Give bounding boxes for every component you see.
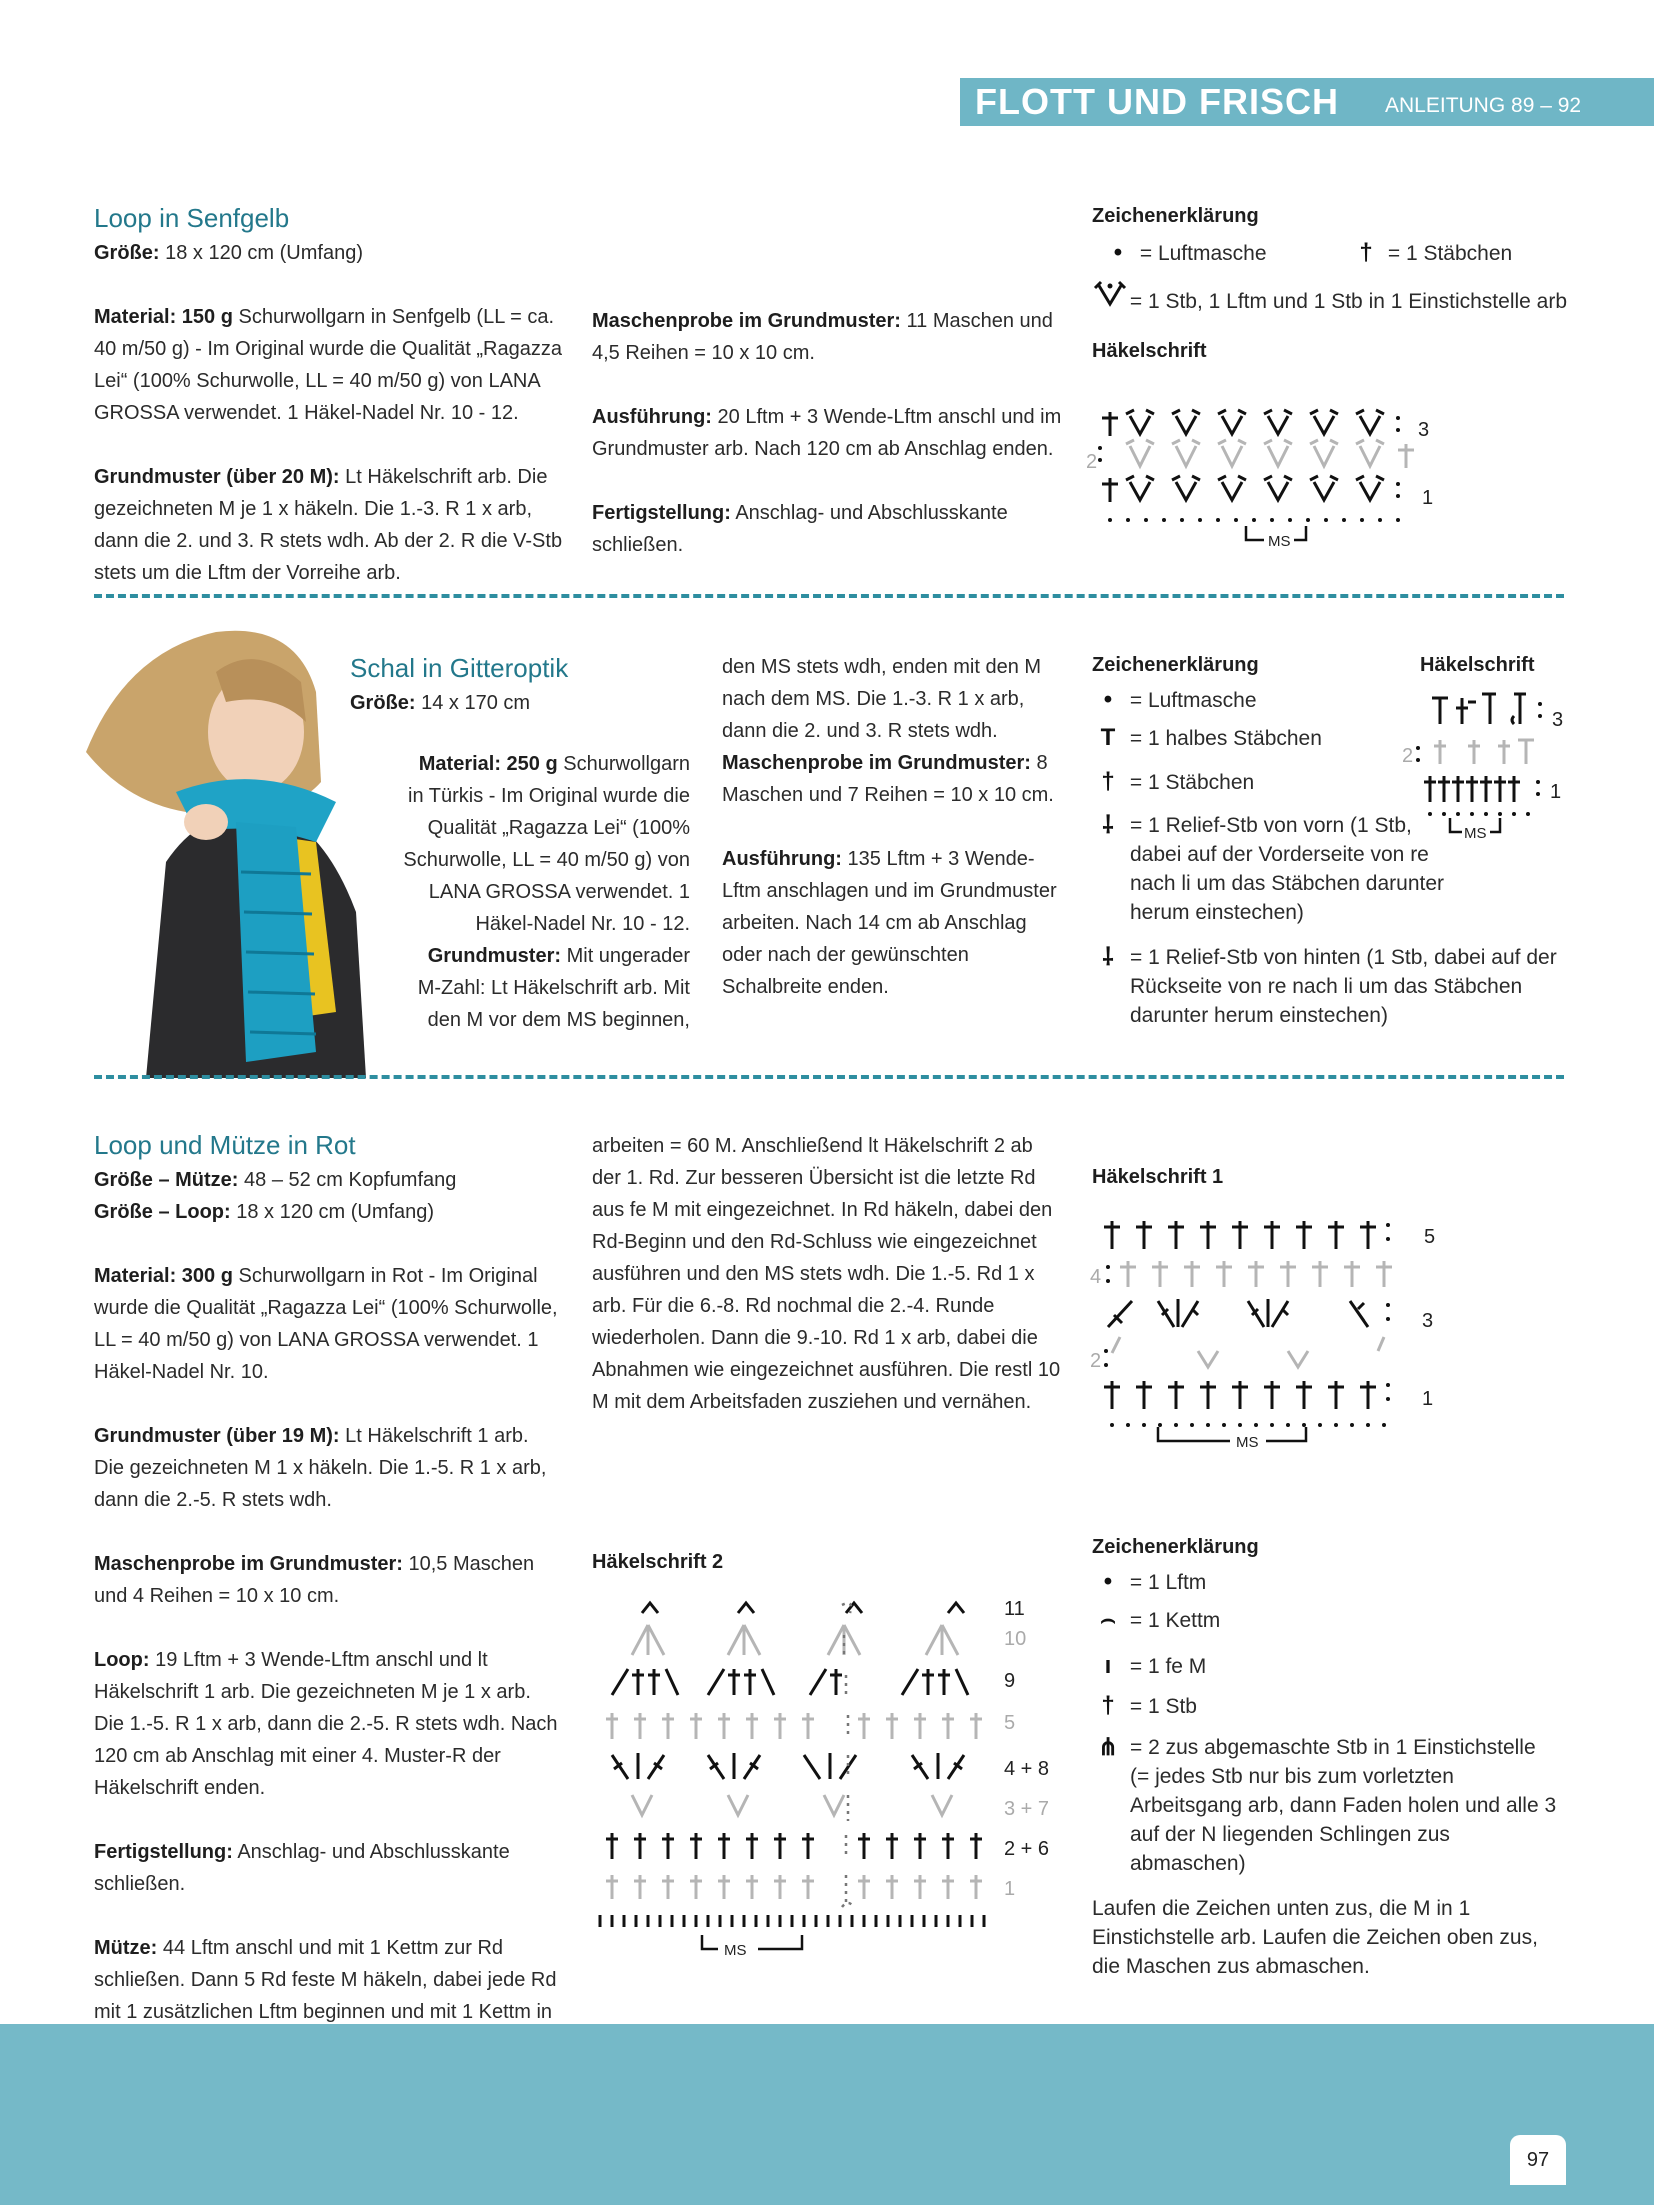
pattern-text-cont: den MS stets wdh, enden mit den M nach dem MS. Die 1.-3. R 1 x arb, dann die 2. und 3. R stets wdh.: [722, 656, 1042, 742]
chart-row-3: [1432, 694, 1526, 724]
row-number: 2 + 6: [1004, 1838, 1050, 1860]
row-number: 4 + 8: [1004, 1758, 1050, 1780]
slip-stitch-icon: ⌢: [1100, 1606, 1116, 1633]
row-number: 3: [1418, 419, 1430, 441]
row-number: 1: [1422, 1388, 1434, 1410]
chain-stitch-icon: •: [1113, 239, 1123, 266]
section2-head: [350, 651, 568, 719]
legend-text: = Luftmasche: [1139, 242, 1267, 265]
row-number: 3: [1422, 1310, 1434, 1332]
chart1-row-5: [1104, 1221, 1376, 1249]
section2-chart-title: Häkelschrift: [1420, 654, 1535, 676]
section1-col1: [94, 201, 564, 589]
double-crochet-icon: †: [1101, 1692, 1115, 1719]
page-number: 97: [1526, 2149, 1550, 2171]
exec-text: 20 Lftm + 3 Wende-Lftm anschl und im Grundmuster arb. Nach 120 cm ab Anschlag enden.: [592, 406, 1062, 460]
pattern-text: Mit ungerader M-Zahl: Lt Häkelschrift arb. Mit den M vor dem MS beginnen,: [417, 945, 690, 1031]
section1-chart: [1088, 400, 1448, 555]
row-number: 5: [1424, 1226, 1436, 1248]
chart-title: Häkelschrift: [1092, 340, 1207, 362]
chart-row-3: [1102, 410, 1384, 436]
row-number: 1: [1004, 1878, 1016, 1900]
material-label: Material: 150 g: [94, 306, 233, 328]
row-number: 3: [1552, 709, 1564, 731]
chart-note: Laufen die Zeichen unten zus, die M in 1 Einstichstelle arb. Laufen die Zeichen oben zus, die Maschen zus abmaschen.: [1092, 1897, 1538, 1978]
legend-text: = 1 fe M: [1129, 1655, 1207, 1678]
footer-band: [0, 2024, 1654, 2205]
size-label: Größe – Mütze:: [94, 1169, 239, 1191]
size-label: Größe – Loop:: [94, 1201, 231, 1223]
legend-text: = 1 Stb, 1 Lftm und 1 Stb in 1 Einstichstelle arb: [1129, 290, 1568, 313]
chart2-row-9: [612, 1669, 968, 1695]
chart1-row-3: [1108, 1299, 1368, 1327]
section3-legend: [1092, 1536, 1572, 1981]
section1-col2: [592, 305, 1062, 593]
legend-title: Zeichenerklärung: [1092, 205, 1259, 227]
gauge-text: 10,5 Maschen und 4 Reihen = 10 x 10 cm.: [94, 1553, 535, 1607]
header-title: FLOTT UND FRISCH: [975, 81, 1339, 122]
chart-row-2: [1434, 740, 1534, 764]
section3-col1: [94, 1128, 564, 2092]
double-crochet-icon: †: [1101, 768, 1115, 795]
section3-chart2: [592, 1595, 1092, 1965]
size-value: 48 – 52 cm Kopfumfang: [244, 1169, 457, 1191]
legend-text: = 1 Stb: [1129, 1695, 1197, 1718]
loop-text: 19 Lftm + 3 Wende-Lftm anschl und lt Häkelschrift 1 arb. Die gezeichneten M je 1 x arb. Die 1.-5. R 1 x arb, dann die 2.-5. R stets wdh. Nach 120 cm ab Anschlag mit einer 4. Muster-R der Häkelschrift enden.: [94, 1649, 558, 1799]
double-crochet-icon: †: [1359, 239, 1373, 266]
legend-text: = 1 halbes Stäbchen: [1129, 727, 1322, 750]
size-label: Größe:: [94, 242, 160, 264]
chart2-title: Häkelschrift 2: [592, 1551, 724, 1573]
chain-stitch-icon: •: [1103, 1568, 1113, 1595]
section2-chart: [1402, 690, 1580, 850]
chart1-row-4: [1120, 1261, 1392, 1287]
pattern-label: Grundmuster (über 20 M):: [94, 466, 340, 488]
row-number: 3 + 7: [1004, 1798, 1050, 1820]
section-divider: [94, 594, 1564, 598]
chart-ms-label: MS: [1268, 533, 1291, 550]
row-number: 11: [1004, 1598, 1025, 1620]
chart2-row-1: [606, 1875, 982, 1899]
legend-text: = 1 Stäbchen: [1387, 242, 1513, 265]
gauge-label: Maschenprobe im Grundmuster:: [592, 310, 901, 332]
chart-ms-label: MS: [1464, 825, 1487, 842]
chart2-row-10: [632, 1625, 958, 1655]
legend-title: Zeichenerklärung: [1092, 654, 1259, 676]
page-number-box: [1510, 2135, 1566, 2185]
size-label: Größe:: [350, 692, 416, 714]
row-number: 1: [1550, 781, 1562, 803]
section2-col2: [722, 651, 1062, 1035]
material-label: Material: 300 g: [94, 1265, 233, 1287]
v-stitch-icon: [1092, 280, 1124, 315]
cluster-icon: ⋔: [1097, 1734, 1119, 1761]
row-number: 9: [1004, 1670, 1016, 1692]
legend-text: = 1 Kettm: [1129, 1609, 1221, 1632]
legend-text: = 1 Relief-Stb von vorn (1 Stb, dabei auf der Vorderseite von re nach li um das Stäbchen darunter herum einstechen): [1130, 814, 1445, 924]
size-value: 18 x 120 cm (Umfang): [236, 1201, 435, 1223]
single-crochet-icon: ı: [1104, 1652, 1112, 1679]
size-value: 18 x 120 cm (Umfang): [165, 242, 363, 264]
header-bar: [960, 78, 1654, 126]
exec-label: Ausführung:: [592, 406, 712, 428]
pattern-label: Grundmuster (über 19 M):: [94, 1425, 340, 1447]
material-label: Material: 250 g: [418, 753, 558, 775]
section2-title: Schal in Gitteroptik: [350, 653, 569, 683]
section1-legend: [1092, 205, 1612, 363]
row-number: 10: [1004, 1628, 1027, 1650]
chart-row-1: [1102, 476, 1384, 502]
gauge-label: Maschenprobe im Grundmuster:: [722, 752, 1031, 774]
chart2-row-5: [606, 1713, 982, 1739]
half-double-crochet-icon: T: [1100, 724, 1116, 751]
row-number: 2: [1086, 451, 1098, 473]
finish-text: Anschlag- und Abschlusskante schließen.: [94, 1841, 510, 1895]
loop-label: Loop:: [94, 1649, 150, 1671]
chart-ms-label: MS: [1236, 1434, 1259, 1451]
section2-col1: [400, 748, 690, 1036]
chart1-row-2: [1112, 1337, 1384, 1367]
row-number: 1: [1422, 487, 1434, 509]
header-subtitle: ANLEITUNG 89 – 92: [1385, 94, 1582, 117]
pattern-text: Lt Häkelschrift 1 arb. Die gezeichneten M 1 x häkeln. Die 1.-5. R 1 x arb, dann die 2.-5. R stets wdh.: [94, 1425, 547, 1511]
legend-text: = 1 Lftm: [1129, 1571, 1207, 1594]
chart-row-1: [1424, 776, 1520, 802]
legend-text: = 1 Stäbchen: [1129, 771, 1255, 794]
legend-text: = Luftmasche: [1129, 689, 1257, 712]
row-number: 2: [1090, 1350, 1102, 1372]
exec-label: Ausführung:: [722, 848, 842, 870]
material-text: Schurwollgarn in Türkis - Im Original wurde die Qualität „Ragazza Lei“ (100% Schurwolle, LL = 40 m/50 g) von LANA GROSSA verwendet. 1 Häkel-Nadel Nr. 10 - 12.: [403, 753, 690, 935]
gauge-text: 8 Maschen und 7 Reihen = 10 x 10 cm.: [722, 752, 1054, 806]
row-number: 5: [1004, 1712, 1016, 1734]
chart2-row-sc: [600, 1915, 984, 1927]
material-text: Schurwollgarn in Senfgelb (LL = ca. 40 m/50 g) - Im Original wurde die Qualität „Ragazza Lei“ (100% Schurwolle, LL = 40 m/50 g) von LANA GROSSA verwendet. 1 Häkel-Nadel Nr. 10 - 12.: [94, 306, 562, 424]
pattern-text: Lt Häkelschrift arb. Die gezeichneten M je 1 x häkeln. Die 1.-3. R 1 x arb, dann die 2. und 3. R stets wdh. Ab der 2. R die V-Stb stets um die Lftm der Vorreihe arb.: [94, 466, 563, 584]
finish-label: Fertigstellung:: [94, 1841, 233, 1863]
legend-title: Zeichenerklärung: [1092, 1536, 1259, 1558]
chart2-row-11: [642, 1603, 964, 1613]
chart2-row-37: [632, 1795, 952, 1815]
section3-chart1: [1088, 1205, 1458, 1455]
chain-stitch-icon: •: [1103, 686, 1113, 713]
gauge-text: 11 Maschen und 4,5 Reihen = 10 x 10 cm.: [592, 310, 1053, 364]
section3-col2: [592, 1130, 1062, 1418]
chart-row-2: [1126, 440, 1414, 468]
finish-text: Anschlag- und Abschlusskante schließen.: [592, 502, 1008, 556]
legend-text: = 2 zus abgemaschte Stb in 1 Einstichstelle (= jedes Stb nur bis zum vorletzten Arbeitsgang arb, dann Faden holen und alle 3 auf der N liegenden Schlingen zus abmaschen): [1130, 1736, 1557, 1875]
front-post-icon: ⸸: [1102, 812, 1114, 839]
back-post-icon: ⸸: [1102, 944, 1114, 971]
exec-text: 135 Lftm + 3 Wende-Lftm anschlagen und im Grundmuster arbeiten. Nach 14 cm ab Anschlag oder nach der gewünschten Schalbreite enden.: [722, 848, 1057, 998]
legend-text: = 1 Relief-Stb von hinten (1 Stb, dabei auf der Rückseite von re nach li um das Stäbchen darunter herum einstechen): [1130, 946, 1557, 1027]
section-divider: [94, 1075, 1564, 1079]
section3-title: Loop und Mütze in Rot: [94, 1130, 356, 1160]
chart2-row-26: [606, 1833, 982, 1859]
material-text: Schurwollgarn in Rot - Im Original wurde die Qualität „Ragazza Lei“ (100% Schurwolle, LL = 40 m/50 g) von LANA GROSSA verwendet. 1 Häkel-Nadel Nr. 10.: [94, 1265, 558, 1383]
gauge-label: Maschenprobe im Grundmuster:: [94, 1553, 403, 1575]
hat-text: 44 Lftm anschl und mit 1 Kettm zur Rd schließen. Dann 5 Rd feste M häkeln, dabei jede Rd mit 1 zusätzlichen Lftm beginnen und mit 1 Kettm in: [94, 1937, 557, 2023]
size-value: 14 x 170 cm: [421, 692, 531, 714]
chart2-row-48: [612, 1753, 964, 1779]
section1-title: Loop in Senfgelb: [94, 203, 290, 233]
row-number: 2: [1402, 745, 1414, 767]
hat-label: Mütze:: [94, 1937, 158, 1959]
pattern-label: Grundmuster:: [427, 945, 562, 967]
chart1-title: Häkelschrift 1: [1092, 1166, 1224, 1188]
row-number: 4: [1090, 1266, 1102, 1288]
hat-text-cont: arbeiten = 60 M. Anschließend lt Häkelschrift 2 ab der 1. Rd. Zur besseren Übersicht ist die letzte Rd aus fe M mit eingezeichnet. In Rd häkeln, dabei den Rd-Beginn und den Rd-Schluss wie eingezeichnet ausführen und den MS stets wdh. Die 1.-5. Rd 1 x arb. Für die 6.-8. Rd nochmal die 2.-4. Runde wiederholen. Dann die 9.-10. Rd 1 x arb, dabei die Abnahmen wie eingezeichnet ausführen. Die restl 10 M mit dem Arbeitsfaden zusziehen und vernähen.: [592, 1135, 1061, 1413]
chart-ms-label: MS: [724, 1942, 747, 1959]
finish-label: Fertigstellung:: [592, 502, 731, 524]
chart1-row-1: [1104, 1381, 1376, 1409]
